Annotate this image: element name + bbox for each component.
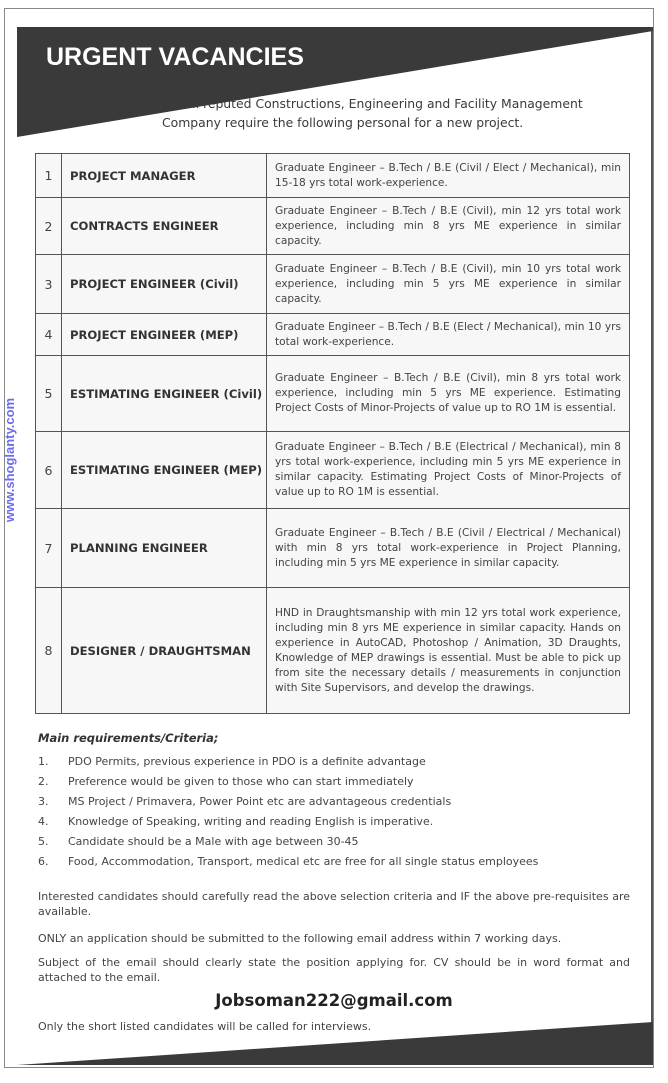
vacancy-number: 2 <box>36 198 62 255</box>
requirement-text: Knowledge of Speaking, writing and reading English is imperative. <box>68 815 434 828</box>
vacancy-number: 3 <box>36 255 62 314</box>
vacancy-number: 5 <box>36 356 62 432</box>
requirements-list <box>38 752 628 872</box>
requirement-item <box>38 792 628 812</box>
vacancy-requirement: Graduate Engineer – B.Tech / B.E (Civil), min 12 yrs total work experience, including min 8 yrs ME experience in similar capacity. <box>267 198 630 255</box>
vacancy-requirement: Graduate Engineer – B.Tech / B.E (Civil / Elect / Mechanical), min 15-18 yrs total work-experience. <box>267 154 630 198</box>
requirement-number: 3. <box>38 795 49 808</box>
requirement-number: 6. <box>38 855 49 868</box>
requirement-item <box>38 832 628 852</box>
vacancy-requirement: Graduate Engineer – B.Tech / B.E (Civil / Electrical / Mechanical) with min 8 yrs total work-experience in Project Planning, including min 5 yrs ME experience in similar capacity. <box>267 509 630 588</box>
requirement-item <box>38 752 628 772</box>
requirement-text: MS Project / Primavera, Power Point etc are advantageous credentials <box>68 795 452 808</box>
vacancy-number: 1 <box>36 154 62 198</box>
requirement-number: 4. <box>38 815 49 828</box>
vacancy-row <box>36 154 630 198</box>
vacancy-number: 6 <box>36 432 62 509</box>
requirement-text: PDO Permits, previous experience in PDO is a definite advantage <box>68 755 426 768</box>
requirement-text: Preference would be given to those who can start immediately <box>68 775 414 788</box>
vacancy-row <box>36 255 630 314</box>
vacancy-position: CONTRACTS ENGINEER <box>62 198 267 255</box>
contact-email[interactable]: Jobsoman222@gmail.com <box>215 991 453 1010</box>
requirements-title: Main requirements/Criteria; <box>38 731 219 745</box>
requirement-number: 2. <box>38 775 49 788</box>
vacancy-number: 8 <box>36 588 62 714</box>
instruction-paragraph-3: Subject of the email should clearly state the position applying for. CV should be in word format and attached to the email. <box>38 956 630 984</box>
requirement-text: Food, Accommodation, Transport, medical etc are free for all single status employees <box>68 855 539 868</box>
watermark-text: www.shoglanty.com <box>2 397 17 523</box>
vacancies-table <box>35 153 630 714</box>
vacancies-table-wrap <box>35 153 630 714</box>
footer-band-shape <box>17 1022 653 1065</box>
intro-text: A well reputed Constructions, Engineering and Facility Management Company require the following personal for a new project. <box>162 96 583 130</box>
vacancy-number: 7 <box>36 509 62 588</box>
vacancy-number: 4 <box>36 314 62 356</box>
vacancy-position: PROJECT ENGINEER (Civil) <box>62 255 267 314</box>
instruction-paragraph-2: ONLY an application should be submitted to the following email address within 7 working days. <box>38 932 562 945</box>
vacancy-requirement: Graduate Engineer – B.Tech / B.E (Elect / Mechanical), min 10 yrs total work-experience. <box>267 314 630 356</box>
vacancy-row <box>36 198 630 255</box>
requirement-item <box>38 812 628 832</box>
requirement-item <box>38 772 628 792</box>
page-title: URGENT VACANCIES <box>46 43 304 71</box>
vacancy-requirement: Graduate Engineer – B.Tech / B.E (Civil), min 10 yrs total work experience, including min 5 yrs ME experience in similar capacity. <box>267 255 630 314</box>
instruction-paragraph-1: Interested candidates should carefully read the above selection criteria and IF the above pre-requisites are available. <box>38 890 630 918</box>
footer-band <box>17 1022 653 1065</box>
vacancy-requirement: Graduate Engineer – B.Tech / B.E (Civil), min 8 yrs total work experience, including min 5 yrs ME experience. Estimating Project Costs of Minor-Projects of value up to RO 1M is essential. <box>267 356 630 432</box>
vacancy-row <box>36 356 630 432</box>
vacancy-position: ESTIMATING ENGINEER (Civil) <box>62 356 267 432</box>
requirement-item <box>38 852 628 872</box>
requirement-number: 5. <box>38 835 49 848</box>
vacancy-row <box>36 588 630 714</box>
vacancy-row <box>36 432 630 509</box>
vacancy-position: ESTIMATING ENGINEER (MEP) <box>62 432 267 509</box>
vacancy-row <box>36 314 630 356</box>
instruction-paragraph-4: Only the short listed candidates will be called for interviews. <box>38 1020 372 1033</box>
vacancy-position: PROJECT ENGINEER (MEP) <box>62 314 267 356</box>
vacancy-position: PLANNING ENGINEER <box>62 509 267 588</box>
vacancy-position: DESIGNER / DRAUGHTSMAN <box>62 588 267 714</box>
vacancy-position: PROJECT MANAGER <box>62 154 267 198</box>
vacancy-requirement: HND in Draughtsmanship with min 12 yrs total work experience, including min 8 yrs ME experience in similar capacity. Hands on experience in AutoCAD, Photoshop / Animation, 3D Draughts, Knowledge of MEP drawings is essential. Must be able to pick up from site the necessary details / measurements in conjunction with Site Supervisors, and develop the drawings. <box>267 588 630 714</box>
vacancy-requirement: Graduate Engineer – B.Tech / B.E (Electrical / Mechanical), min 8 yrs total work-experience, including min 5 yrs ME experience in similar capacity. Estimating Project Costs of Minor-Projects of value up to RO 1M is essential. <box>267 432 630 509</box>
requirement-text: Candidate should be a Male with age between 30-45 <box>68 835 359 848</box>
requirement-number: 1. <box>38 755 49 768</box>
vacancy-row <box>36 509 630 588</box>
